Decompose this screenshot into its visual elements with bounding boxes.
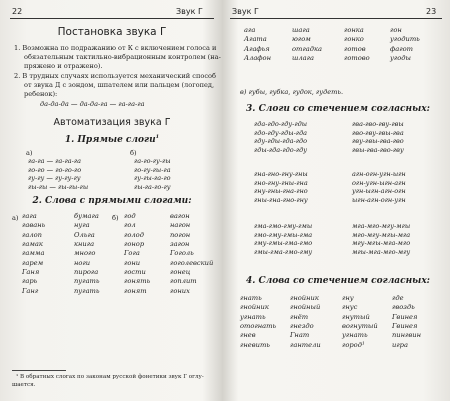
list-item: гонец — [170, 268, 191, 277]
list-item: отгадка — [292, 44, 322, 53]
w-col1 — [240, 294, 276, 350]
syl-left-1 — [254, 120, 307, 154]
list-item: Ганг — [22, 286, 39, 295]
list-item: гамак — [22, 240, 43, 249]
right-running-header: Звук Г — [232, 7, 259, 16]
list-item: книга — [74, 240, 95, 249]
list-item: гва-гво-гву-гвы — [352, 120, 404, 128]
list-item: загон — [170, 240, 190, 249]
paragraph2-line2: от звука Д с зондом, шпателем или пальцем (логопед, — [24, 81, 215, 89]
list-item: ага — [244, 26, 256, 34]
direct-syllables-title: 1. Прямые слоги$^1$ — [64, 134, 160, 145]
list-item: га-го-гу-гы — [134, 157, 171, 165]
list-item: год — [124, 212, 136, 220]
list-item: гвоздь — [392, 303, 415, 312]
list-item: Агафья — [244, 44, 270, 53]
list-item: гма-гмо-гму-гмы — [254, 222, 313, 230]
syllables-b-list — [134, 157, 171, 191]
words-col4 — [170, 212, 213, 296]
top-col4 — [390, 26, 420, 63]
list-item: ыгн-агн-огн-угн — [352, 195, 406, 204]
list-item: готово — [344, 54, 370, 63]
list-item: гму-гмы-гма-гмо — [254, 239, 313, 248]
list-item: Гоголь — [170, 249, 194, 258]
right-page — [226, 0, 450, 401]
paragraph1-line2: обязательным тактильно-вибрационным контролем (на- — [24, 53, 221, 61]
list-item: гоплит — [170, 277, 197, 286]
w-col3 — [342, 294, 378, 350]
list-item: угнать — [240, 312, 266, 321]
list-item: игра — [392, 340, 408, 349]
list-item: Агата — [244, 35, 267, 44]
left-running-header: Звук Г — [176, 7, 203, 16]
list-item: ноги — [74, 258, 91, 267]
list-item: гно-гну-гны-гна — [254, 178, 308, 187]
list-item: гони — [124, 258, 141, 267]
list-item: вогнутый — [342, 322, 378, 331]
list-item: гы-гы — гы-гы-гы — [28, 182, 89, 191]
list-item: пингвин — [392, 331, 422, 340]
top-col3 — [344, 26, 370, 63]
list-item: гу-гу — гу-гу-гу — [28, 174, 81, 183]
list-item: гвы-гва-гво-гву — [352, 145, 404, 154]
list-item: бумага — [74, 212, 99, 220]
top-col1 — [244, 26, 271, 63]
automation-title: Автоматизация звука Г — [53, 117, 171, 128]
left-header-rule — [10, 18, 214, 19]
list-item: галоп — [22, 230, 42, 239]
words-col3 — [124, 212, 150, 296]
list-item: гантели — [290, 340, 321, 349]
w-col4 — [392, 294, 421, 350]
list-item: пугать — [74, 286, 100, 295]
list-item: гмо-гму-гмы-гма — [254, 230, 313, 239]
paragraph1-line3: пряжено и отражено). — [24, 62, 103, 70]
right-page-number: 23 — [426, 7, 437, 16]
syllables-a-list — [28, 157, 88, 191]
example-line: да-да-да — да-да-га — га-га-га — [40, 100, 145, 108]
top-col2 — [292, 26, 322, 63]
list-item: гонор — [124, 240, 145, 249]
list-item: Гвинея — [392, 312, 418, 321]
list-item: голод — [124, 230, 144, 239]
b-line: в) губы, губка, гудок, гудеть. — [240, 88, 344, 96]
list-item: мго-мгу-мгы-мга — [352, 230, 411, 239]
list-item: югом — [292, 35, 311, 44]
list-item: угодить — [390, 35, 420, 44]
paragraph2-line1: 2. В трудных случаях используется механический способ — [14, 72, 216, 80]
list-item: гарь — [22, 277, 38, 286]
list-item: гны-гна-гно-гну — [254, 195, 308, 204]
list-item: нуга — [74, 221, 90, 230]
list-item: погон — [170, 230, 191, 239]
list-item: фагот — [390, 44, 413, 53]
list-item: агн-огн-угн-ыгн — [352, 170, 406, 178]
list-item: отогнать — [240, 322, 277, 331]
list-item: гна-гно-гну-гны — [254, 170, 308, 178]
list-item: гневить — [240, 340, 270, 349]
list-item: гну — [342, 294, 354, 302]
list-item: гонять — [124, 277, 151, 286]
list-item: Ганя — [22, 268, 40, 277]
list-item: угоды — [390, 54, 411, 63]
syl-right-2 — [352, 170, 406, 204]
list-item: готов — [344, 44, 366, 53]
list-item: где — [392, 294, 404, 302]
list-item: гнойный — [290, 303, 321, 312]
list-item: Гога — [124, 249, 140, 258]
list-item: гон — [390, 26, 402, 34]
left-page-number: 22 — [12, 7, 23, 16]
list-item: гдо-гду-гды-гда — [254, 128, 308, 137]
list-item: пирога — [74, 268, 99, 277]
list-item: вагон — [170, 212, 190, 220]
list-item: мгы-мга-мго-мгу — [352, 247, 411, 256]
list-item: гмы-гма-гмо-гму — [254, 247, 313, 256]
list-item: мга-мго-мгу-мгы — [352, 222, 411, 230]
list-item: гонка — [344, 26, 364, 34]
footnote-rule — [12, 370, 66, 371]
list-item: город¹ — [342, 340, 365, 349]
words-a-label: а) — [12, 214, 19, 222]
footnote-line2: шается. — [12, 382, 36, 388]
list-item: Гнат — [290, 331, 310, 340]
right-header-rule — [230, 18, 442, 19]
list-item: Алафон — [244, 54, 271, 63]
list-item: Ольга — [74, 230, 95, 239]
list-item: гнездо — [290, 322, 314, 331]
syl-right-1 — [352, 120, 404, 154]
list-item: гнутый — [342, 312, 370, 321]
syl-left-2 — [254, 170, 308, 204]
list-item: гол — [124, 221, 136, 230]
list-item: пугать — [74, 277, 100, 286]
list-item: гавань — [22, 221, 46, 230]
left-page — [0, 0, 224, 401]
list-item: гнёт — [290, 312, 309, 321]
words-col2 — [74, 212, 100, 296]
list-item: огн-угн-ыгн-агн — [352, 178, 406, 187]
syl-left-3 — [254, 222, 312, 256]
list-item: угнать — [342, 331, 368, 340]
list-item: гамма — [22, 249, 45, 258]
list-item: Гвинея — [392, 322, 418, 331]
list-item: шлага — [292, 54, 314, 63]
list-item: гы-га-го-гу — [134, 182, 171, 191]
list-item: гво-гву-гвы-гва — [352, 128, 404, 137]
syllables-b-label: б) — [130, 149, 137, 157]
list-item: гага — [22, 212, 37, 220]
list-item: го-го — го-го-го — [28, 165, 82, 174]
words-col1 — [22, 212, 45, 296]
list-item: угн-ыгн-агн-огн — [352, 187, 406, 196]
words-clusters-title: 4. Слова со стечением согласных: — [245, 276, 431, 286]
list-item: гву-гвы-гва-гво — [352, 137, 404, 146]
footnote-line1: ¹ В обратных слогах по законам русской фонетики звук Г оглу- — [16, 374, 204, 380]
words-b-label: б) — [112, 214, 119, 222]
list-item: го-гу-гы-га — [134, 165, 171, 174]
list-item: много — [74, 249, 96, 258]
list-item: гнев — [240, 331, 256, 340]
list-item: гоних — [170, 286, 190, 295]
list-item: га-га — га-га-га — [28, 157, 82, 165]
list-item: гнойник — [240, 303, 269, 312]
w-col2 — [290, 294, 321, 350]
list-item: гонят — [124, 286, 147, 295]
list-item: гну-гны-гна-гно — [254, 187, 308, 196]
list-item: гнойник — [290, 294, 319, 302]
list-item: нагон — [170, 221, 191, 230]
list-item: шага — [292, 26, 310, 34]
clusters-title: 3. Слоги со стечением согласных: — [246, 104, 430, 114]
list-item: гу-гы-га-го — [134, 174, 171, 183]
paragraph2-line3: ребенок): — [24, 90, 58, 98]
section-title: Постановка звука Г — [57, 26, 167, 38]
list-item: гости — [124, 268, 146, 277]
list-item: гоголевский — [170, 258, 214, 267]
list-item: гда-гдо-гду-гды — [254, 120, 308, 128]
syl-right-3 — [352, 222, 410, 256]
list-item: гды-гда-гдо-гду — [254, 145, 308, 154]
list-item: гонко — [344, 35, 364, 44]
list-item: гду-гды-гда-гдо — [254, 137, 308, 146]
list-item: гарем — [22, 258, 44, 267]
words-title: 2. Слова с прямыми слогами: — [32, 196, 192, 206]
list-item: гнус — [342, 303, 358, 312]
syllables-a-label: а) — [26, 149, 33, 157]
list-item: мгу-мгы-мга-мго — [352, 239, 411, 248]
paragraph1-line1: 1. Возможна по подражанию от К с включением голоса и — [14, 44, 217, 52]
list-item: гнать — [240, 294, 262, 302]
